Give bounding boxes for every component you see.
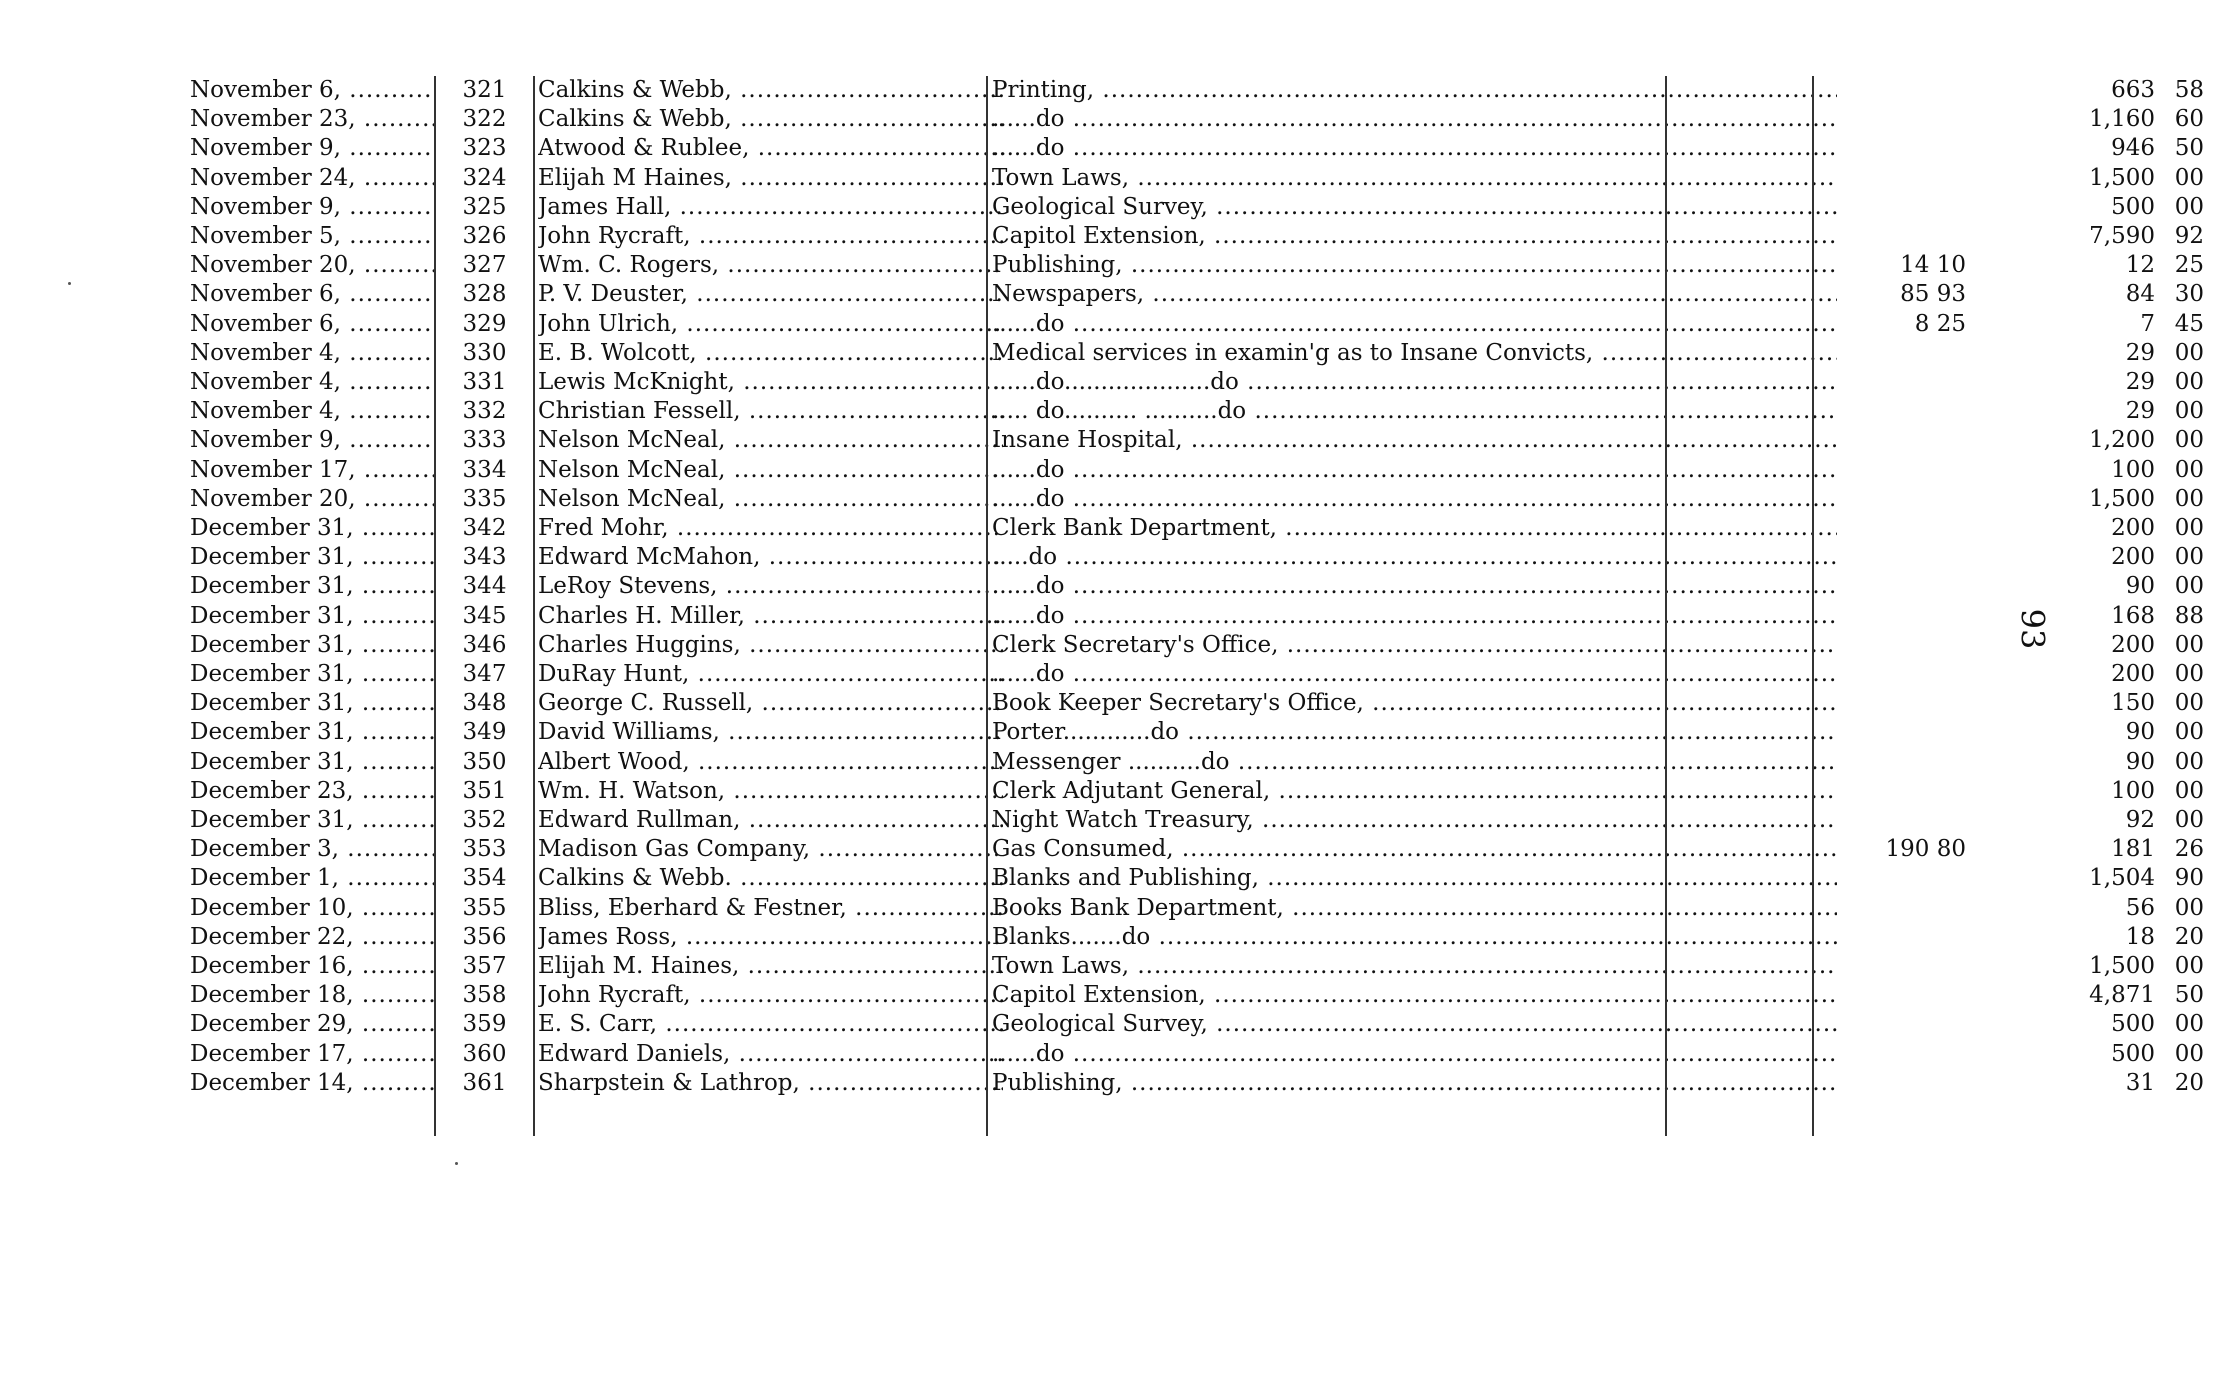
amount-cell: 1,500 — [2089, 485, 2155, 512]
purpose-cell: ......do ..... — [992, 602, 1837, 631]
subtotal-cell — [1866, 426, 1966, 455]
voucher-number-cell: 358 — [462, 982, 507, 1009]
amount-cell: 663 — [2111, 77, 2155, 103]
purpose-cell: ......do ..... — [992, 1040, 1837, 1069]
amount-cell: 200 — [2111, 544, 2155, 571]
column-rule-number — [533, 76, 535, 1136]
voucher-number-cell: 325 — [462, 193, 507, 220]
purpose-cell: Medical services in examin'g as to Insane Convicts, ..... — [992, 339, 1837, 368]
ledger-row — [190, 689, 2204, 718]
cents-cell: 00 — [2174, 456, 2204, 483]
subtotal-cell — [1866, 572, 1966, 601]
ledger-row — [190, 777, 2204, 806]
date-cell: December 18, ..... — [190, 981, 435, 1010]
voucher-number-cell: 353 — [462, 836, 507, 863]
voucher-number-cell: 356 — [462, 923, 507, 950]
date-cell: November 4, ..... — [190, 339, 435, 368]
payee-cell: James Ross, ..... — [538, 923, 1003, 952]
amount-cell: 92 — [2125, 807, 2155, 833]
purpose-cell: Messenger ..........do ..... — [992, 748, 1837, 777]
cents-cell: 45 — [2174, 310, 2204, 337]
ledger-row — [190, 660, 2204, 689]
payee-cell: Atwood & Rublee, ..... — [538, 134, 1003, 163]
date-cell: November 4, ..... — [190, 397, 435, 426]
subtotal-cell — [1866, 631, 1966, 660]
date-cell: December 31, ..... — [190, 718, 435, 747]
voucher-number-cell: 350 — [462, 748, 507, 775]
ledger-row — [190, 981, 2204, 1010]
subtotal-cell — [1866, 689, 1966, 718]
amount-cell: 4,871 — [2089, 982, 2155, 1009]
voucher-number-cell: 346 — [462, 631, 507, 658]
amount-cell: 56 — [2125, 894, 2155, 921]
subtotal-cell — [1866, 952, 1966, 981]
subtotal-cell — [1866, 105, 1966, 134]
subtotal-cell — [1866, 222, 1966, 251]
subtotal-cell — [1866, 602, 1966, 631]
voucher-number-cell: 326 — [462, 223, 507, 249]
date-cell: December 22, ..... — [190, 923, 435, 952]
payee-cell: John Rycraft, ..... — [538, 981, 1003, 1010]
payee-cell: Calkins & Webb, ..... — [538, 76, 1003, 105]
purpose-cell: Book Keeper Secretary's Office, ..... — [992, 689, 1837, 718]
voucher-number-cell: 328 — [462, 281, 507, 308]
payee-cell: Fred Mohr, ..... — [538, 514, 1003, 543]
amount-cell: 1,200 — [2089, 427, 2155, 454]
cents-cell: 25 — [2174, 252, 2204, 279]
date-cell: November 9, ..... — [190, 193, 435, 222]
payee-cell: Elijah M. Haines, ..... — [538, 952, 1003, 981]
cents-cell: 00 — [2174, 427, 2204, 454]
cents-cell: 00 — [2174, 748, 2204, 775]
subtotal-cell — [1866, 456, 1966, 485]
ledger-row — [190, 1040, 2204, 1069]
cents-cell: 60 — [2174, 106, 2204, 133]
purpose-cell: Capitol Extension, ..... — [992, 222, 1837, 251]
cents-cell: 26 — [2174, 836, 2204, 863]
amount-cell: 31 — [2125, 1069, 2155, 1096]
amount-cell: 29 — [2125, 339, 2155, 366]
subtotal-cell — [1866, 748, 1966, 777]
purpose-cell: Gas Consumed, ..... — [992, 835, 1837, 864]
purpose-cell: Blanks and Publishing, ..... — [992, 864, 1837, 893]
voucher-number-cell: 351 — [462, 777, 507, 804]
ledger-row — [190, 193, 2204, 222]
amount-cell: 90 — [2125, 573, 2155, 600]
subtotal-cell — [1866, 777, 1966, 806]
payee-cell: George C. Russell, ..... — [538, 689, 1003, 718]
ledger-row — [190, 485, 2204, 514]
purpose-cell: ......do ..... — [992, 660, 1837, 689]
payee-cell: Wm. H. Watson, ..... — [538, 777, 1003, 806]
cents-cell: 50 — [2174, 135, 2204, 162]
purpose-cell: Blanks.......do ..... — [992, 923, 1837, 952]
date-cell: December 14, ..... — [190, 1069, 435, 1098]
amount-cell: 1,500 — [2089, 953, 2155, 979]
date-cell: December 31, ..... — [190, 631, 435, 660]
cents-cell: 00 — [2174, 398, 2204, 425]
ledger-row — [190, 718, 2204, 747]
payee-cell: DuRay Hunt, ..... — [538, 660, 1003, 689]
subtotal-cell — [1866, 543, 1966, 572]
payee-cell: Nelson McNeal, ..... — [538, 456, 1003, 485]
voucher-number-cell: 355 — [462, 894, 507, 921]
ledger-row — [190, 105, 2204, 134]
purpose-cell: Newspapers, ..... — [992, 280, 1837, 309]
voucher-number-cell: 330 — [462, 339, 507, 366]
purpose-cell: Capitol Extension, ..... — [992, 981, 1837, 1010]
voucher-number-cell: 359 — [462, 1011, 507, 1038]
voucher-number-cell: 334 — [462, 456, 507, 483]
cents-cell: 00 — [2174, 573, 2204, 600]
date-cell: December 1, ..... — [190, 864, 435, 893]
purpose-cell: Clerk Secretary's Office, ..... — [992, 631, 1837, 660]
payee-cell: Madison Gas Company, ..... — [538, 835, 1003, 864]
amount-cell: 7 — [2140, 310, 2155, 337]
purpose-cell: Publishing, ..... — [992, 251, 1837, 280]
payee-cell: Lewis McKnight, ..... — [538, 368, 1003, 397]
ledger-row — [190, 251, 2204, 280]
cents-cell: 00 — [2174, 544, 2204, 571]
voucher-number-cell: 331 — [462, 369, 507, 395]
subtotal-cell — [1866, 981, 1966, 1010]
payee-cell: E. B. Wolcott, ..... — [538, 339, 1003, 368]
ledger-row — [190, 280, 2204, 309]
amount-cell: 100 — [2111, 777, 2155, 804]
date-cell: December 3, ..... — [190, 835, 435, 864]
ledger-row — [190, 76, 2204, 105]
payee-cell: Wm. C. Rogers, ..... — [538, 251, 1003, 280]
ledger-row — [190, 456, 2204, 485]
cents-cell: 20 — [2174, 1069, 2204, 1096]
cents-cell: 00 — [2174, 631, 2204, 658]
date-cell: December 16, ..... — [190, 952, 435, 981]
amount-cell: 1,160 — [2089, 106, 2155, 133]
cents-cell: 00 — [2174, 661, 2204, 687]
purpose-cell: Publishing, ..... — [992, 1069, 1837, 1098]
purpose-cell: Geological Survey, ..... — [992, 193, 1837, 222]
date-cell: November 9, ..... — [190, 426, 435, 455]
subtotal-cell: 190 80 — [1885, 836, 1966, 863]
payee-cell: James Hall, ..... — [538, 193, 1003, 222]
amount-cell: 7,590 — [2089, 223, 2155, 249]
voucher-number-cell: 332 — [462, 398, 507, 425]
purpose-cell: ......do ..... — [992, 485, 1837, 514]
amount-cell: 200 — [2111, 661, 2155, 687]
payee-cell: LeRoy Stevens, ..... — [538, 572, 1003, 601]
purpose-cell: Insane Hospital, ..... — [992, 426, 1837, 455]
voucher-number-cell: 348 — [462, 690, 507, 717]
payee-cell: Edward Daniels, ..... — [538, 1040, 1003, 1069]
subtotal-cell — [1866, 660, 1966, 689]
date-cell: December 31, ..... — [190, 806, 435, 835]
cents-cell: 00 — [2174, 515, 2204, 541]
amount-cell: 18 — [2125, 923, 2155, 950]
purpose-cell: ......do ..... — [992, 310, 1837, 339]
payee-cell: Bliss, Eberhard & Festner, ..... — [538, 894, 1003, 923]
amount-cell: 29 — [2125, 369, 2155, 395]
date-cell: November 4, ..... — [190, 368, 435, 397]
amount-cell: 181 — [2111, 836, 2155, 863]
purpose-cell: Town Laws, ..... — [992, 952, 1837, 981]
subtotal-cell: 14 10 — [1900, 252, 1966, 279]
purpose-cell: Porter............do ..... — [992, 718, 1837, 747]
subtotal-cell — [1866, 134, 1966, 163]
date-cell: November 6, ..... — [190, 280, 435, 309]
subtotal-cell — [1866, 164, 1966, 193]
voucher-number-cell: 352 — [462, 807, 507, 833]
cents-cell: 30 — [2174, 281, 2204, 308]
date-cell: November 5, ..... — [190, 222, 435, 251]
payee-cell: Nelson McNeal, ..... — [538, 485, 1003, 514]
purpose-cell: Clerk Adjutant General, ..... — [992, 777, 1837, 806]
purpose-cell: Books Bank Department, ..... — [992, 894, 1837, 923]
voucher-number-cell: 333 — [462, 427, 507, 454]
cents-cell: 00 — [2174, 193, 2204, 220]
date-cell: November 23, ..... — [190, 105, 435, 134]
purpose-cell: ......do ..... — [992, 105, 1837, 134]
ledger-row — [190, 806, 2204, 835]
column-rule-date — [434, 76, 436, 1136]
date-cell: November 20, ..... — [190, 485, 435, 514]
cents-cell: 00 — [2174, 953, 2204, 979]
voucher-number-cell: 345 — [462, 602, 507, 629]
subtotal-cell: 85 93 — [1900, 281, 1966, 308]
amount-cell: 1,500 — [2089, 164, 2155, 191]
ledger-row — [190, 426, 2204, 455]
date-cell: December 31, ..... — [190, 514, 435, 543]
payee-cell: Nelson McNeal, ..... — [538, 426, 1003, 455]
ledger-row — [190, 864, 2204, 893]
cents-cell: 00 — [2174, 164, 2204, 191]
subtotal-cell — [1866, 1069, 1966, 1098]
voucher-number-cell: 357 — [462, 953, 507, 979]
cents-cell: 00 — [2174, 690, 2204, 717]
purpose-cell: ......do ..... — [992, 456, 1837, 485]
ledger-row — [190, 134, 2204, 163]
payee-cell: John Rycraft, ..... — [538, 222, 1003, 251]
ledger-row — [190, 631, 2204, 660]
voucher-number-cell: 329 — [462, 310, 507, 337]
date-cell: December 10, ..... — [190, 894, 435, 923]
ledger-row — [190, 952, 2204, 981]
cents-cell: 00 — [2174, 894, 2204, 921]
date-cell: November 20, ..... — [190, 251, 435, 280]
cents-cell: 00 — [2174, 1011, 2204, 1038]
cents-cell: 20 — [2174, 923, 2204, 950]
purpose-cell: ......do....................do ..... — [992, 368, 1837, 397]
date-cell: November 17, ..... — [190, 456, 435, 485]
payee-cell: Edward Rullman, ..... — [538, 806, 1003, 835]
cents-cell: 00 — [2174, 807, 2204, 833]
cents-cell: 92 — [2174, 223, 2204, 249]
amount-cell: 200 — [2111, 631, 2155, 658]
purpose-cell: ..... do.......... ..........do ..... — [992, 397, 1837, 426]
voucher-number-cell: 335 — [462, 485, 507, 512]
voucher-number-cell: 324 — [462, 164, 507, 191]
amount-cell: 90 — [2125, 719, 2155, 746]
date-cell: December 17, ..... — [190, 1040, 435, 1069]
ledger-row — [190, 748, 2204, 777]
cents-cell: 00 — [2174, 777, 2204, 804]
date-cell: November 6, ..... — [190, 76, 435, 105]
amount-cell: 946 — [2111, 135, 2155, 162]
payee-cell: P. V. Deuster, ..... — [538, 280, 1003, 309]
subtotal-cell — [1866, 193, 1966, 222]
purpose-cell: Town Laws, ..... — [992, 164, 1837, 193]
voucher-number-cell: 349 — [462, 719, 507, 746]
subtotal-cell — [1866, 864, 1966, 893]
subtotal-cell — [1866, 894, 1966, 923]
subtotal-cell — [1866, 339, 1966, 368]
voucher-number-cell: 321 — [462, 77, 507, 103]
voucher-number-cell: 361 — [462, 1069, 507, 1096]
subtotal-cell — [1866, 76, 1966, 105]
voucher-number-cell: 354 — [462, 865, 507, 892]
amount-cell: 200 — [2111, 515, 2155, 541]
paper-speck — [68, 282, 71, 285]
cents-cell: 58 — [2174, 77, 2204, 103]
cents-cell: 00 — [2174, 339, 2204, 366]
subtotal-cell: 8 25 — [1914, 310, 1966, 337]
date-cell: December 31, ..... — [190, 660, 435, 689]
amount-cell: 100 — [2111, 456, 2155, 483]
voucher-number-cell: 360 — [462, 1040, 507, 1067]
subtotal-cell — [1866, 923, 1966, 952]
ledger-row — [190, 368, 2204, 397]
column-rule-purpose — [1665, 76, 1667, 1136]
paper-speck — [455, 1162, 458, 1165]
ledger-row — [190, 339, 2204, 368]
voucher-number-cell: 342 — [462, 515, 507, 541]
subtotal-cell — [1866, 368, 1966, 397]
date-cell: November 24, ..... — [190, 164, 435, 193]
voucher-number-cell: 323 — [462, 135, 507, 162]
subtotal-cell — [1866, 514, 1966, 543]
payee-cell: Calkins & Webb, ..... — [538, 105, 1003, 134]
voucher-number-cell: 327 — [462, 252, 507, 279]
cents-cell: 50 — [2174, 982, 2204, 1009]
cents-cell: 00 — [2174, 1040, 2204, 1067]
payee-cell: Edward McMahon, ..... — [538, 543, 1003, 572]
date-cell: November 9, ..... — [190, 134, 435, 163]
subtotal-cell — [1866, 485, 1966, 514]
amount-cell: 500 — [2111, 1040, 2155, 1067]
payee-cell: Elijah M Haines, ..... — [538, 164, 1003, 193]
date-cell: November 6, ..... — [190, 310, 435, 339]
amount-cell: 29 — [2125, 398, 2155, 425]
voucher-number-cell: 347 — [462, 661, 507, 687]
amount-cell: 500 — [2111, 193, 2155, 220]
amount-cell: 500 — [2111, 1011, 2155, 1038]
cents-cell: 00 — [2174, 369, 2204, 395]
date-cell: December 31, ..... — [190, 572, 435, 601]
purpose-cell: ......do ..... — [992, 572, 1837, 601]
date-cell: December 29, ..... — [190, 1010, 435, 1039]
cents-cell: 00 — [2174, 485, 2204, 512]
date-cell: December 31, ..... — [190, 543, 435, 572]
page-number: 93 — [2013, 608, 2052, 650]
subtotal-cell — [1866, 1040, 1966, 1069]
ledger-row — [190, 397, 2204, 426]
amount-cell: 84 — [2125, 281, 2155, 308]
subtotal-cell — [1866, 718, 1966, 747]
voucher-number-cell: 322 — [462, 106, 507, 133]
column-rule-payee — [986, 76, 988, 1136]
ledger-row — [190, 514, 2204, 543]
purpose-cell: Printing, ..... — [992, 76, 1837, 105]
purpose-cell: Night Watch Treasury, ..... — [992, 806, 1837, 835]
purpose-cell: Geological Survey, ..... — [992, 1010, 1837, 1039]
amount-cell: 1,504 — [2089, 865, 2155, 892]
ledger-row — [190, 310, 2204, 339]
cents-cell: 88 — [2174, 602, 2204, 629]
voucher-number-cell: 343 — [462, 544, 507, 571]
payee-cell: John Ulrich, ..... — [538, 310, 1003, 339]
payee-cell: Sharpstein & Lathrop, ..... — [538, 1069, 1003, 1098]
voucher-number-cell: 344 — [462, 573, 507, 600]
ledger-row — [190, 572, 2204, 601]
subtotal-cell — [1866, 806, 1966, 835]
date-cell: December 31, ..... — [190, 748, 435, 777]
payee-cell: Christian Fessell, ..... — [538, 397, 1003, 426]
payee-cell: Charles Huggins, ..... — [538, 631, 1003, 660]
cents-cell: 00 — [2174, 719, 2204, 746]
amount-cell: 90 — [2125, 748, 2155, 775]
ledger-row — [190, 543, 2204, 572]
ledger-row — [190, 164, 2204, 193]
payee-cell: Calkins & Webb. ..... — [538, 864, 1003, 893]
payee-cell: David Williams, ..... — [538, 718, 1003, 747]
amount-cell: 150 — [2111, 690, 2155, 717]
amount-cell: 12 — [2125, 252, 2155, 279]
ledger-row — [190, 1010, 2204, 1039]
column-rule-subtotal — [1812, 76, 1814, 1136]
ledger-row — [190, 1069, 2204, 1098]
date-cell: December 31, ..... — [190, 602, 435, 631]
payee-cell: E. S. Carr, ..... — [538, 1010, 1003, 1039]
date-cell: December 31, ..... — [190, 689, 435, 718]
date-cell: December 23, ..... — [190, 777, 435, 806]
purpose-cell: Clerk Bank Department, ..... — [992, 514, 1837, 543]
payee-cell: Albert Wood, ..... — [538, 748, 1003, 777]
ledger-row — [190, 835, 2204, 864]
purpose-cell: ......do ..... — [992, 134, 1837, 163]
ledger-row — [190, 222, 2204, 251]
ledger-row — [190, 923, 2204, 952]
amount-cell: 168 — [2111, 602, 2155, 629]
ledger-row — [190, 894, 2204, 923]
cents-cell: 90 — [2174, 865, 2204, 892]
purpose-cell: .....do ..... — [992, 543, 1837, 572]
subtotal-cell — [1866, 397, 1966, 426]
payee-cell: Charles H. Miller, ..... — [538, 602, 1003, 631]
ledger-table — [190, 76, 2204, 1136]
subtotal-cell — [1866, 1010, 1966, 1039]
